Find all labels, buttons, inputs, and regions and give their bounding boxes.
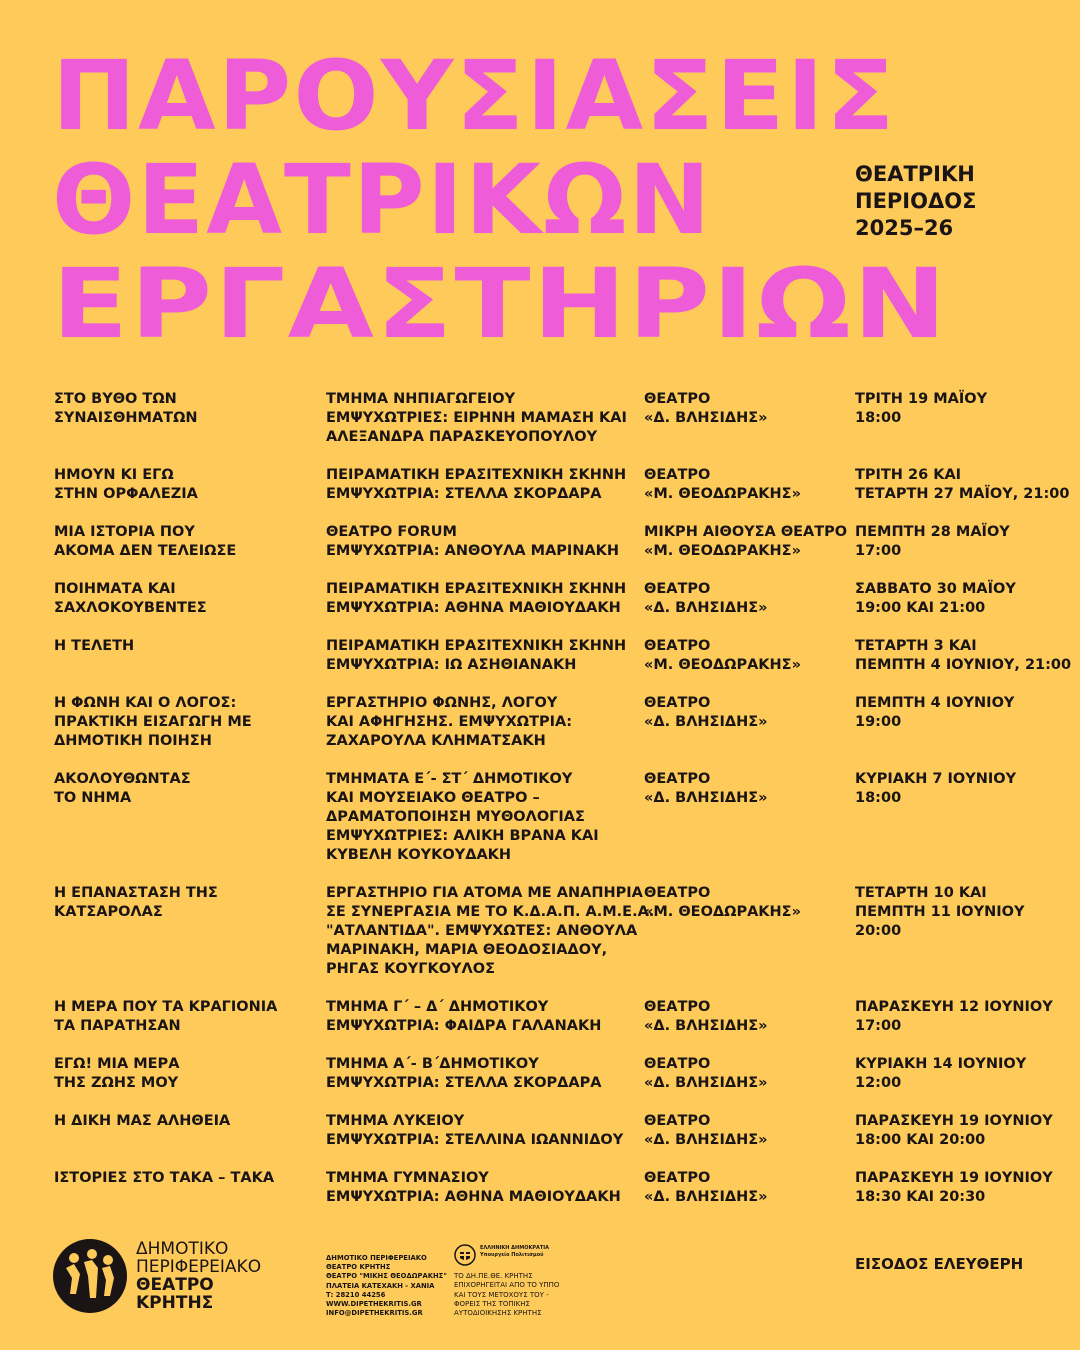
ministry-line: Υπουργείο Πολιτισμού <box>480 1252 544 1258</box>
ministry-label <box>480 1245 549 1259</box>
show-title <box>54 580 207 618</box>
show-title <box>54 884 218 922</box>
show-date-line: ΠΕΜΠΤΗ 28 ΜΑΪΟΥ <box>855 524 1010 540</box>
show-date-line: ΤΕΤΑΡΤΗ 10 ΚΑΙ <box>855 885 987 901</box>
show-venue-line: ΘΕΑΤΡΟ <box>644 391 711 407</box>
show-venue <box>644 580 767 618</box>
show-group-line: ΜΑΡΙΝΑΚΗ, ΜΑΡΙΑ ΘΕΟΔΟΣΙΑΔΟΥ, <box>326 942 608 958</box>
ministry-line: ΕΛΛΗΝΙΚΗ ΔΗΜΟΚΡΑΤΙΑ <box>480 1245 550 1251</box>
show-date <box>855 637 1071 675</box>
show-date-line: ΠΑΡΑΣΚΕΥΗ 19 ΙΟΥΝΙΟΥ <box>855 1170 1053 1186</box>
show-venue-line: «Μ. ΘΕΟΔΩΡΑΚΗΣ» <box>644 657 801 673</box>
contact-line: ΠΛΑΤΕΙΑ ΚΑΤΕΧΑΚΗ - ΧΑΝΙΑ <box>326 1281 435 1290</box>
show-date-line: 18:00 <box>855 790 902 806</box>
show-venue-line: «Μ. ΘΕΟΔΩΡΑΚΗΣ» <box>644 904 801 920</box>
show-date <box>855 390 987 428</box>
show-venue <box>644 637 801 675</box>
show-date-line: 18:00 <box>855 410 902 426</box>
show-venue-line: ΘΕΑΤΡΟ <box>644 999 711 1015</box>
show-group-line: ΚΥΒΕΛΗ ΚΟΥΚΟΥΔΑΚΗ <box>326 847 512 863</box>
show-title-line: ΠΡΑΚΤΙΚΗ ΕΙΣΑΓΩΓΗ ΜΕ <box>54 714 252 730</box>
show-date-line: 17:00 <box>855 1018 902 1034</box>
show-title <box>54 770 191 808</box>
show-group-line: ΕΜΨΥΧΩΤΡΙΑ: ΑΘΗΝΑ ΜΑΘΙΟΥΔΑΚΗ <box>326 600 621 616</box>
show-group <box>326 884 654 979</box>
show-title-line: Η ΤΕΛΕΤΗ <box>54 638 135 654</box>
show-group-line: ΚΑΙ ΑΦΗΓΗΣΗΣ. ΕΜΨΥΧΩΤΡΙΑ: <box>326 714 573 730</box>
show-venue <box>644 694 767 732</box>
contact-website: WWW.DIPETHEKRITIS.GR <box>326 1300 422 1309</box>
title-line-3: ΕΡΓΑΣΤΗΡΙΩΝ <box>52 248 949 360</box>
title-line-2: ΘΕΑΤΡΙΚΩΝ <box>52 144 713 256</box>
show-group-line: ΤΜΗΜΑ Γ΄ – Δ΄ ΔΗΜΟΤΙΚΟΥ <box>326 999 549 1015</box>
show-date-line: ΠΕΜΠΤΗ 4 ΙΟΥΝΙΟΥ <box>855 695 1015 711</box>
show-title <box>54 694 252 751</box>
show-date <box>855 770 1016 808</box>
show-group <box>326 1055 601 1093</box>
show-date <box>855 1169 1053 1207</box>
show-title <box>54 1112 230 1131</box>
show-venue-line: «Δ. ΒΛΗΣΙΔΗΣ» <box>644 714 768 730</box>
show-title-line: ΤΗΣ ΖΩΗΣ ΜΟΥ <box>54 1075 179 1091</box>
show-group-line: ΕΜΨΥΧΩΤΡΙΕΣ: ΑΛΙΚΗ ΒΡΑΝΑ ΚΑΙ <box>326 828 599 844</box>
show-venue <box>644 884 801 922</box>
funding-line: ΕΠΙΧΟΡΗΓΕΙΤΑΙ ΑΠΟ ΤΟ ΥΠΠΟ <box>454 1281 560 1290</box>
show-group <box>326 580 626 618</box>
show-group-line: ΤΜΗΜΑ ΓΥΜΝΑΣΙΟΥ <box>326 1170 489 1186</box>
show-date-line: 18:30 ΚΑΙ 20:30 <box>855 1189 986 1205</box>
show-venue-line: «Δ. ΒΛΗΣΙΔΗΣ» <box>644 1189 768 1205</box>
show-venue-line: «Μ. ΘΕΟΔΩΡΑΚΗΣ» <box>644 486 801 502</box>
show-venue-line: «Δ. ΒΛΗΣΙΔΗΣ» <box>644 1132 768 1148</box>
logo-line: ΠΕΡΙΦΕΡΕΙΑΚΟ <box>136 1257 262 1277</box>
show-group-line: ΕΜΨΥΧΩΤΡΙΑ: ΣΤΕΛΛΑ ΣΚΟΡΔΑΡΑ <box>326 486 602 502</box>
show-title <box>54 637 134 656</box>
show-date-line: ΤΡΙΤΗ 19 ΜΑΪΟΥ <box>855 391 988 407</box>
show-date <box>855 466 1069 504</box>
show-group-line: ΘΕΑΤΡΟ FORUM <box>326 524 457 540</box>
show-venue-line: ΘΕΑΤΡΟ <box>644 695 711 711</box>
show-group-line: ΔΡΑΜΑΤΟΠΟΙΗΣΗ ΜΥΘΟΛΟΓΙΑΣ <box>326 809 585 825</box>
season-line: ΘΕΑΤΡΙΚΗ <box>855 162 975 186</box>
contact-line: Τ: 28210 44256 <box>326 1290 386 1299</box>
free-entry-label: ΕΙΣΟΔΟΣ ΕΛΕΥΘΕΡΗ <box>855 1255 1024 1273</box>
show-venue-line: «Δ. ΒΛΗΣΙΔΗΣ» <box>644 1075 768 1091</box>
logo-line: ΘΕΑΤΡΟ <box>136 1275 214 1295</box>
show-title-line: Η ΕΠΑΝΑΣΤΑΣΗ ΤΗΣ <box>54 885 218 901</box>
show-group-line: ΕΡΓΑΣΤΗΡΙΟ ΦΩΝΗΣ, ΛΟΓΟΥ <box>326 695 558 711</box>
show-group-line: ΕΡΓΑΣΤΗΡΙΟ ΓΙΑ ΑΤΟΜΑ ΜΕ ΑΝΑΠΗΡΙΑ <box>326 885 643 901</box>
show-group-line: ΣΕ ΣΥΝΕΡΓΑΣΙΑ ΜΕ ΤΟ Κ.Δ.Α.Π. Α.Μ.Ε.Α. <box>326 904 655 920</box>
show-group <box>326 523 619 561</box>
show-title-line: ΗΜΟΥΝ ΚΙ ΕΓΩ <box>54 467 174 483</box>
show-title <box>54 390 198 428</box>
show-group-line: ΤΜΗΜΑ ΝΗΠΙΑΓΩΓΕΙΟΥ <box>326 391 516 407</box>
show-group-line: ΠΕΙΡΑΜΑΤΙΚΗ ΕΡΑΣΙΤΕΧΝΙΚΗ ΣΚΗΝΗ <box>326 467 627 483</box>
contact-email: INFO@DIPETHEKRITIS.GR <box>326 1309 423 1318</box>
show-date-line: ΠΑΡΑΣΚΕΥΗ 12 ΙΟΥΝΙΟΥ <box>855 999 1053 1015</box>
show-title-line: ΣΑΧΛΟΚΟΥΒΕΝΤΕΣ <box>54 600 207 616</box>
show-date-line: ΣΑΒΒΑΤΟ 30 ΜΑΪΟΥ <box>855 581 1016 597</box>
show-group-line: "ΑΤΛΑΝΤΙΔΑ". ΕΜΨΥΧΩΤΕΣ: ΑΝΘΟΥΛΑ <box>326 923 638 939</box>
show-venue <box>644 1112 767 1150</box>
show-venue <box>644 1055 767 1093</box>
funding-line: ΑΥΤΟΔΙΟΙΚΗΣΗΣ ΚΡΗΤΗΣ <box>454 1309 542 1318</box>
show-group <box>326 390 627 447</box>
show-date-line: ΤΕΤΑΡΤΗ 3 ΚΑΙ <box>855 638 977 654</box>
show-title <box>54 523 236 561</box>
show-title <box>54 1055 179 1093</box>
show-venue <box>644 390 767 428</box>
season-label <box>855 161 976 242</box>
show-group <box>326 998 601 1036</box>
show-group <box>326 637 626 675</box>
show-title-line: ΙΣΤΟΡΙΕΣ ΣΤΟ ΤΑΚΑ – ΤΑΚΑ <box>54 1170 275 1186</box>
show-group-line: ΤΜΗΜΑΤΑ Ε΄- ΣΤ΄ ΔΗΜΟΤΙΚΟΥ <box>326 771 573 787</box>
show-group-line: ΕΜΨΥΧΩΤΡΙΑ: ΑΝΘΟΥΛΑ ΜΑΡΙΝΑΚΗ <box>326 543 620 559</box>
show-title <box>54 466 198 504</box>
show-title-line: ΕΓΩ! ΜΙΑ ΜΕΡΑ <box>54 1056 180 1072</box>
show-date-line: ΚΥΡΙΑΚΗ 14 ΙΟΥΝΙΟΥ <box>855 1056 1027 1072</box>
show-title-line: ΜΙΑ ΙΣΤΟΡΙΑ ΠΟΥ <box>54 524 195 540</box>
show-venue-line: ΘΕΑΤΡΟ <box>644 1113 711 1129</box>
show-group-line: ΠΕΙΡΑΜΑΤΙΚΗ ΕΡΑΣΙΤΕΧΝΙΚΗ ΣΚΗΝΗ <box>326 581 627 597</box>
show-group-line: ΕΜΨΥΧΩΤΡΙΑ: ΣΤΕΛΛΙΝΑ ΙΩΑΝΝΙΔΟΥ <box>326 1132 624 1148</box>
show-date <box>855 998 1053 1036</box>
show-group-line: ΑΛΕΞΑΝΔΡΑ ΠΑΡΑΣΚΕΥΟΠΟΥΛΟΥ <box>326 429 598 445</box>
show-venue-line: ΘΕΑΤΡΟ <box>644 467 711 483</box>
theatre-logo-icon <box>52 1238 128 1314</box>
show-venue-line: ΘΕΑΤΡΟ <box>644 771 711 787</box>
contact-line: ΘΕΑΤΡΟ "ΜΙΚΗΣ ΘΕΟΔΩΡΑΚΗΣ" <box>326 1272 447 1281</box>
show-group-line: ΕΜΨΥΧΩΤΡΙΑ: ΣΤΕΛΛΑ ΣΚΟΡΔΑΡΑ <box>326 1075 602 1091</box>
show-date-line: 12:00 <box>855 1075 902 1091</box>
show-venue-line: ΘΕΑΤΡΟ <box>644 1056 711 1072</box>
funding-line: ΚΑΙ ΤΟΥΣ ΜΕΤΟΧΟΥΣ ΤΟΥ - <box>454 1290 549 1299</box>
show-date-line: 19:00 ΚΑΙ 21:00 <box>855 600 986 616</box>
show-venue-line: «Δ. ΒΛΗΣΙΔΗΣ» <box>644 1018 768 1034</box>
show-venue-line: «Δ. ΒΛΗΣΙΔΗΣ» <box>644 410 768 426</box>
show-date-line: ΠΕΜΠΤΗ 11 ΙΟΥΝΙΟΥ <box>855 904 1025 920</box>
logo-line: ΔΗΜΟΤΙΚΟ <box>136 1239 229 1259</box>
show-venue-line: «Δ. ΒΛΗΣΙΔΗΣ» <box>644 790 768 806</box>
show-title <box>54 1169 274 1188</box>
show-group-line: ΕΜΨΥΧΩΤΡΙΕΣ: ΕΙΡΗΝΗ ΜΑΜΑΣΗ ΚΑΙ <box>326 410 627 426</box>
show-title-line: Η ΔΙΚΗ ΜΑΣ ΑΛΗΘΕΙΑ <box>54 1113 231 1129</box>
show-venue <box>644 770 767 808</box>
show-title-line: Η ΦΩΝΗ ΚΑΙ Ο ΛΟΓΟΣ: <box>54 695 237 711</box>
show-title-line: ΤΟ ΝΗΜΑ <box>54 790 132 806</box>
show-group <box>326 1169 621 1207</box>
show-title <box>54 998 277 1036</box>
show-date-line: ΠΑΡΑΣΚΕΥΗ 19 ΙΟΥΝΙΟΥ <box>855 1113 1053 1129</box>
show-group <box>326 770 599 865</box>
show-group-line: ΕΜΨΥΧΩΤΡΙΑ: ΦΑΙΔΡΑ ΓΑΛΑΝΑΚΗ <box>326 1018 602 1034</box>
funding-line: ΦΟΡΕΙΣ ΤΗΣ ΤΟΠΙΚΗΣ <box>454 1299 530 1308</box>
contact-info <box>326 1254 447 1318</box>
season-year: 2025–26 <box>855 216 954 240</box>
show-venue <box>644 998 767 1036</box>
show-date <box>855 1112 1053 1150</box>
logo-line: ΚΡΗΤΗΣ <box>136 1293 214 1313</box>
show-venue-line: «Δ. ΒΛΗΣΙΔΗΣ» <box>644 600 768 616</box>
show-venue-line: ΘΕΑΤΡΟ <box>644 581 711 597</box>
show-group-line: ΤΜΗΜΑ ΛΥΚΕΙΟΥ <box>326 1113 465 1129</box>
show-venue <box>644 1169 767 1207</box>
funding-line: ΤΟ ΔΗ.ΠΕ.ΘΕ. ΚΡΗΤΗΣ <box>454 1272 533 1280</box>
show-group-line: ΤΜΗΜΑ Α΄- Β΄ΔΗΜΟΤΙΚΟΥ <box>326 1056 539 1072</box>
show-group <box>326 1112 623 1150</box>
show-title-line: Η ΜΕΡΑ ΠΟΥ ΤΑ ΚΡΑΓΙΟΝΙΑ <box>54 999 278 1015</box>
show-venue <box>644 523 847 561</box>
show-group-line: ΕΜΨΥΧΩΤΡΙΑ: ΑΘΗΝΑ ΜΑΘΙΟΥΔΑΚΗ <box>326 1189 621 1205</box>
show-date <box>855 884 1024 941</box>
show-title-line: ΣΥΝΑΙΣΘΗΜΑΤΩΝ <box>54 410 198 426</box>
hellenic-republic-emblem-icon <box>454 1244 476 1266</box>
season-line: ΠΕΡΙΟΔΟΣ <box>855 189 977 213</box>
show-date <box>855 694 1014 732</box>
show-group-line: ΖΑΧΑΡΟΥΛΑ ΚΛΗΜΑΤΣΑΚΗ <box>326 733 546 749</box>
show-group-line: ΕΜΨΥΧΩΤΡΙΑ: ΙΩ ΑΣΗΘΙΑΝΑΚΗ <box>326 657 577 673</box>
show-title-line: ΠΟΙΗΜΑΤΑ ΚΑΙ <box>54 581 176 597</box>
show-date-line: 17:00 <box>855 543 902 559</box>
show-title-line: ΑΚΟΜΑ ΔΕΝ ΤΕΛΕΙΩΣΕ <box>54 543 237 559</box>
contact-line: ΔΗΜΟΤΙΚΟ ΠΕΡΙΦΕΡΕΙΑΚΟ <box>326 1254 427 1262</box>
show-date-line: ΤΡΙΤΗ 26 ΚΑΙ <box>855 467 962 483</box>
show-title-line: ΤΑ ΠΑΡΑΤΗΣΑΝ <box>54 1018 181 1034</box>
show-group <box>326 694 572 751</box>
show-title-line: ΣΤΗΝ ΟΡΦΑΛΕΖΙΑ <box>54 486 198 502</box>
show-venue-line: ΘΕΑΤΡΟ <box>644 1170 711 1186</box>
show-date-line: 19:00 <box>855 714 902 730</box>
show-date-line: ΚΥΡΙΑΚΗ 7 ΙΟΥΝΙΟΥ <box>855 771 1017 787</box>
show-date-line: ΠΕΜΠΤΗ 4 ΙΟΥΝΙΟΥ, 21:00 <box>855 657 1072 673</box>
show-group-line: ΚΑΙ ΜΟΥΣΕΙΑΚΟ ΘΕΑΤΡΟ – <box>326 790 540 806</box>
show-venue-line: «Μ. ΘΕΟΔΩΡΑΚΗΣ» <box>644 543 801 559</box>
show-date-line: ΤΕΤΑΡΤΗ 27 ΜΑΪΟΥ, 21:00 <box>855 486 1070 502</box>
show-group <box>326 466 626 504</box>
theatre-logo-text <box>136 1240 261 1312</box>
show-date-line: 18:00 ΚΑΙ 20:00 <box>855 1132 986 1148</box>
funding-note <box>454 1272 559 1318</box>
show-venue <box>644 466 801 504</box>
title-line-1: ΠΑΡΟΥΣΙΑΣΕΙΣ <box>52 40 897 152</box>
show-date <box>855 580 1016 618</box>
show-venue-line: ΘΕΑΤΡΟ <box>644 638 711 654</box>
show-group-line: ΡΗΓΑΣ ΚΟΥΓΚΟΥΛΟΣ <box>326 961 495 977</box>
show-date <box>855 1055 1026 1093</box>
show-title-line: ΔΗΜΟΤΙΚΗ ΠΟΙΗΣΗ <box>54 733 212 749</box>
contact-line: ΘΕΑΤΡΟ ΚΡΗΤΗΣ <box>326 1263 391 1272</box>
show-date <box>855 523 1010 561</box>
show-title-line: ΣΤΟ ΒΥΘΟ ΤΩΝ <box>54 391 177 407</box>
show-date-line: 20:00 <box>855 923 902 939</box>
show-title-line: ΚΑΤΣΑΡΟΛΑΣ <box>54 904 163 920</box>
show-venue-line: ΜΙΚΡΗ ΑΙΘΟΥΣΑ ΘΕΑΤΡΟ <box>644 524 848 540</box>
show-group-line: ΠΕΙΡΑΜΑΤΙΚΗ ΕΡΑΣΙΤΕΧΝΙΚΗ ΣΚΗΝΗ <box>326 638 627 654</box>
show-title-line: ΑΚΟΛΟΥΘΩΝΤΑΣ <box>54 771 191 787</box>
show-venue-line: ΘΕΑΤΡΟ <box>644 885 711 901</box>
